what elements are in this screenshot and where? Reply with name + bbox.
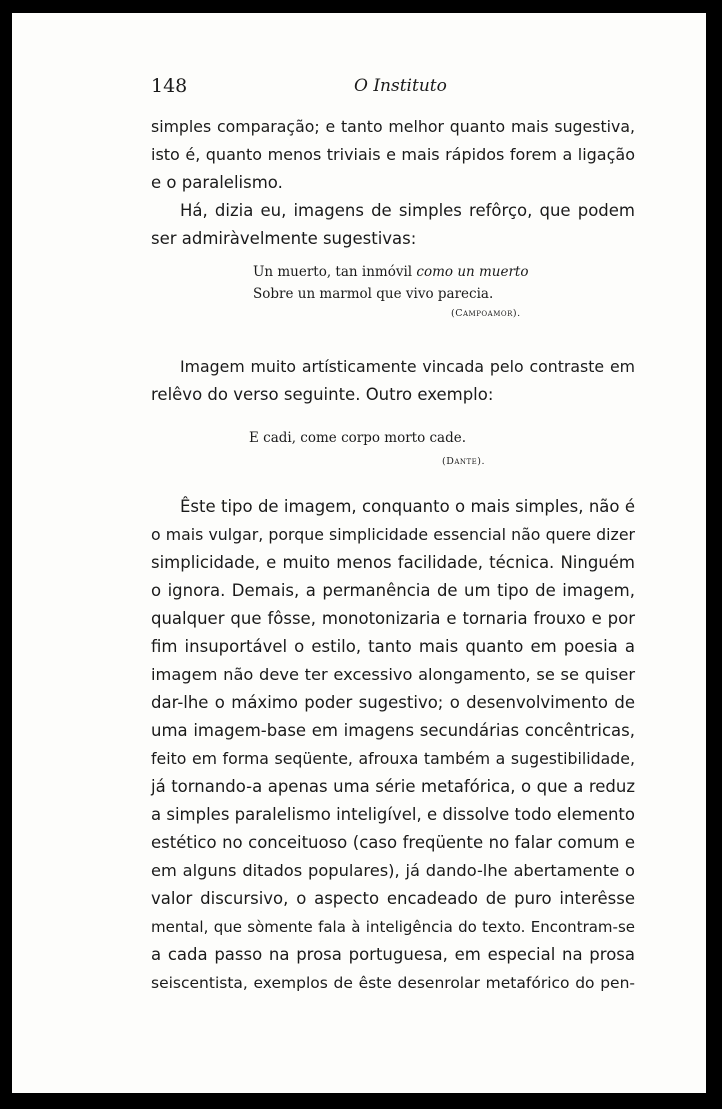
page-number: 148 — [151, 75, 188, 97]
quote-attribution: (Dante). — [442, 456, 486, 467]
paragraph-line: o mais vulgar, porque simplicidade essencial não quere dizer — [151, 525, 635, 544]
paragraph-line: simples comparação; e tanto melhor quanto mais sugestiva, — [151, 117, 635, 136]
verse-italic-text: como un muerto — [416, 264, 529, 280]
paragraph-line: Há, dizia eu, imagens de simples refôrço, que podem — [180, 201, 635, 220]
paragraph-line: relêvo do verso seguinte. Outro exemplo: — [151, 385, 494, 404]
paragraph-line: estético no conceituoso (caso freqüente no falar comum e — [151, 833, 635, 852]
paragraph-line: dar-lhe o máximo poder sugestivo; o desenvolvimento de — [151, 693, 635, 712]
paragraph-line: ser admiràvelmente sugestivas: — [151, 229, 417, 248]
paragraph-line: a simples paralelismo inteligível, e dissolve todo elemento — [151, 805, 635, 824]
quote-attribution: (Campoamor). — [451, 308, 521, 319]
paragraph-line: isto é, quanto menos triviais e mais rápidos forem a ligação — [151, 145, 635, 164]
paragraph-line: Imagem muito artísticamente vincada pelo contraste em — [180, 357, 635, 376]
verse-line — [253, 263, 529, 281]
paragraph-line: qualquer que fôsse, monotonizaria e tornaria frouxo e por — [151, 609, 635, 628]
paragraph-line: uma imagem-base em imagens secundárias concêntricas, — [151, 721, 635, 740]
paragraph-line: imagem não deve ter excessivo alongamento, se se quiser — [151, 665, 635, 684]
paragraph-line: simplicidade, e muito menos facilidade, técnica. Ninguém — [151, 553, 635, 572]
paragraph-line: valor discursivo, o aspecto encadeado de puro interêsse — [151, 889, 635, 908]
verse-line: E cadi, come corpo morto cade. — [249, 430, 467, 446]
paragraph-line: fim insuportável o estilo, tanto mais quanto em poesia a — [151, 637, 635, 656]
book-page — [12, 13, 706, 1093]
paragraph-line: seiscentista, exemplos de êste desenrolar metafórico do pen- — [151, 974, 635, 992]
paragraph-line: mental, que sòmente fala à inteligência do texto. Encontram-se — [151, 918, 635, 936]
paragraph-line: feito em forma seqüente, afrouxa também a sugestibilidade, — [151, 749, 635, 768]
paragraph-line: Êste tipo de imagem, conquanto o mais simples, não é — [180, 497, 635, 516]
paragraph-line: em alguns ditados populares), já dando-lhe abertamente o — [151, 861, 635, 880]
paragraph-line: já tornando-a apenas uma série metafórica, o que a reduz — [151, 777, 635, 796]
paragraph-line: a cada passo na prosa portuguesa, em especial na prosa — [151, 945, 635, 964]
paragraph-line: o ignora. Demais, a permanência de um tipo de imagem, — [151, 581, 635, 600]
paragraph-line: e o paralelismo. — [151, 173, 283, 192]
verse-line: Sobre un marmol que vivo parecia. — [253, 286, 494, 302]
running-title: O Instituto — [354, 76, 447, 96]
verse-text: Un muerto, tan inmóvil — [253, 264, 417, 280]
running-header — [151, 75, 636, 101]
